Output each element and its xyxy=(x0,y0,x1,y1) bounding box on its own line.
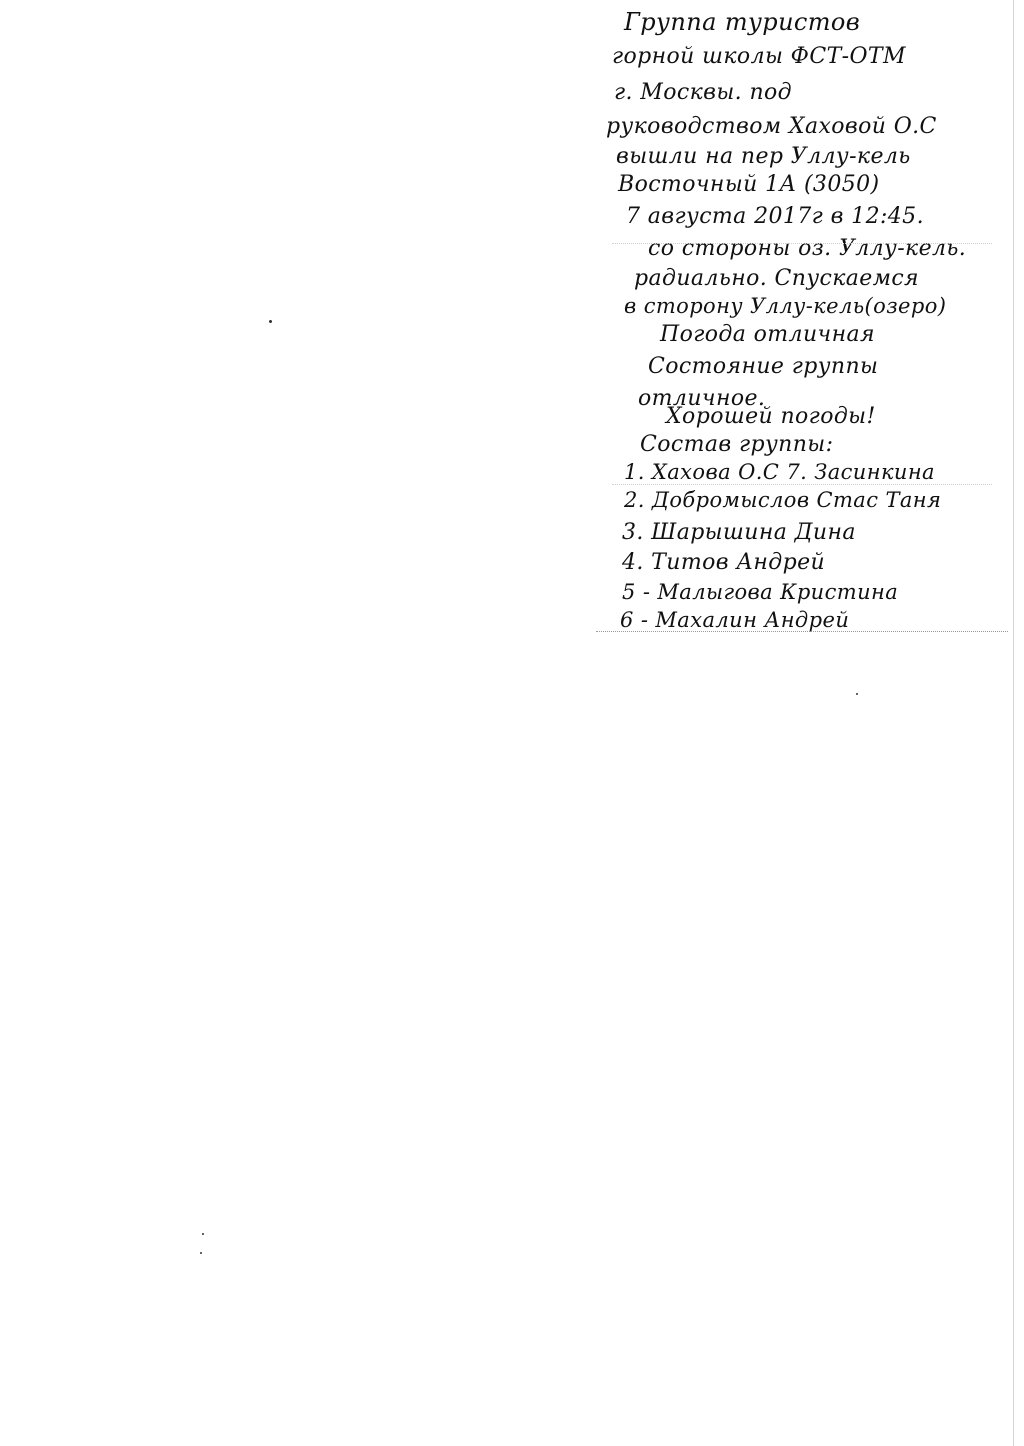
note-line-5: вышли на пер Уллу-кель xyxy=(616,144,911,169)
scan-speck xyxy=(202,1233,204,1235)
note-line-16: 1. Хахова О.С 7. Засинкина xyxy=(624,460,935,484)
note-line-10: в сторону Уллу-кель(озеро) xyxy=(624,294,947,318)
note-line-8: со стороны оз. Уллу-кель. xyxy=(648,236,967,261)
note-line-17: 2. Добромыслов Стас Таня xyxy=(624,488,942,512)
note-line-3: г. Москвы. под xyxy=(614,80,793,105)
note-line-9: радиально. Спускаемся xyxy=(634,266,920,291)
scan-speck xyxy=(856,693,858,695)
note-line-15: Состав группы: xyxy=(640,432,834,457)
note-line-7: 7 августа 2017г в 12:45. xyxy=(626,204,924,229)
note-line-12: Состояние группы xyxy=(648,354,879,379)
note-line-13: отличное. xyxy=(638,386,766,411)
note-line-11: Погода отличная xyxy=(660,322,875,347)
note-line-4: руководством Хаховой О.С xyxy=(606,114,937,139)
note-line-6: Восточный 1А (3050) xyxy=(618,172,880,197)
note-line-20: 5 - Малыгова Кристина xyxy=(622,580,899,604)
note-line-19: 4. Титов Андрей xyxy=(622,550,826,575)
note-line-18: 3. Шарышина Дина xyxy=(622,520,856,545)
note-line-1: Группа туристов xyxy=(624,8,861,36)
scan-edge-line xyxy=(1013,0,1014,1446)
dotted-rule xyxy=(596,631,1008,632)
scan-speck xyxy=(200,1252,202,1254)
note-line-14: Хорошей погоды! xyxy=(666,404,876,429)
dotted-rule xyxy=(612,484,992,485)
note-line-2: горной школы ФСТ-ОТМ xyxy=(612,44,906,69)
dotted-rule xyxy=(612,243,992,244)
note-line-21: 6 - Махалин Андрей xyxy=(620,608,850,632)
scan-speck xyxy=(269,320,272,323)
